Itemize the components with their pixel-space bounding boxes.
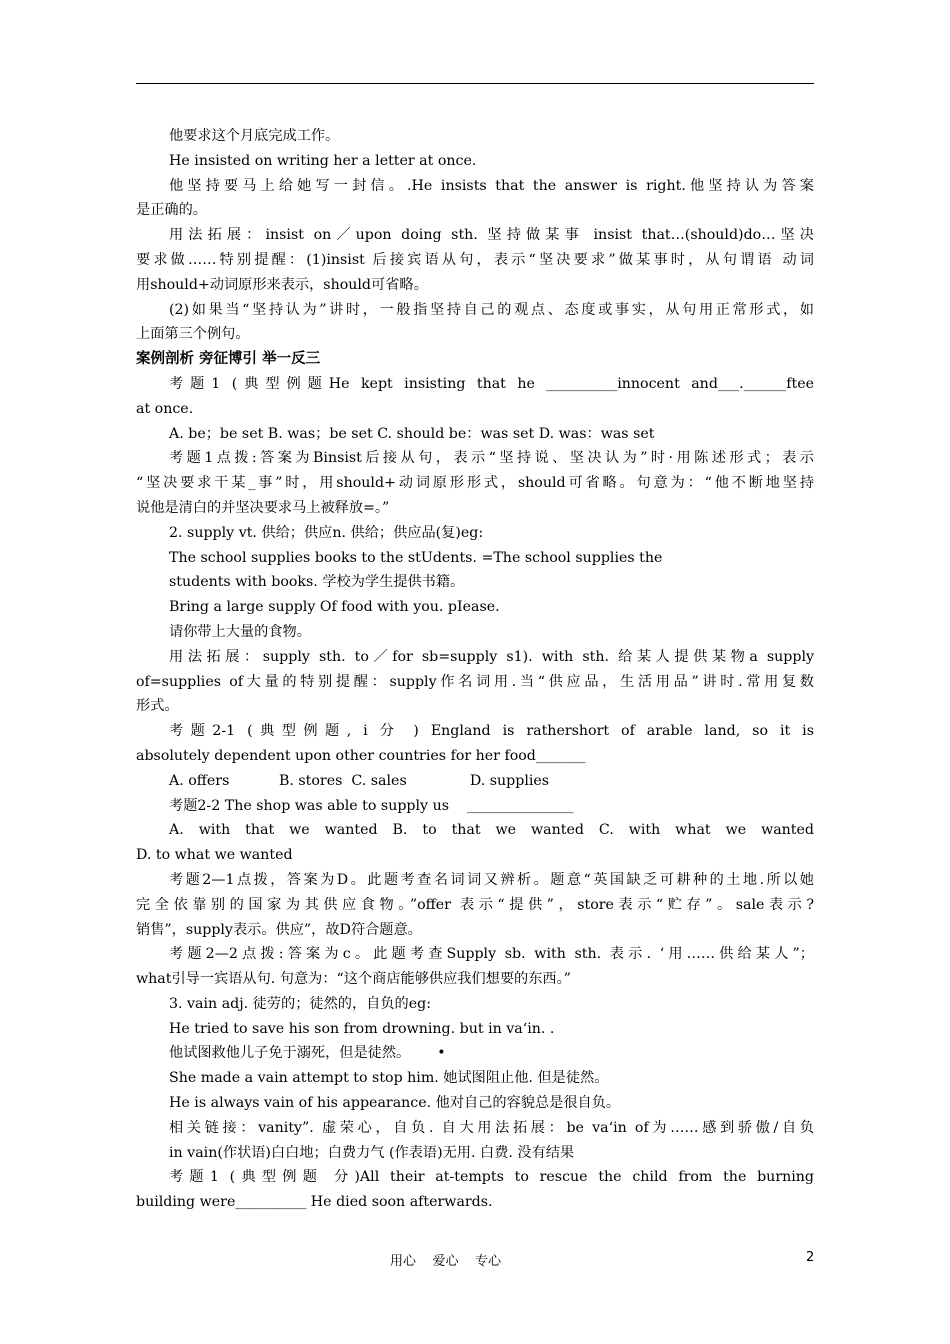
text-line: 3. vain adj. 徒劳的；徒然的，自负的eg:	[169, 995, 431, 1012]
text-line: 说他是清白的并坚决要求马上被释放=。”	[136, 499, 390, 516]
header-rule	[136, 83, 814, 84]
text-line: The school supplies books to the stUdents. =The school supplies the	[169, 549, 663, 566]
text-line: D. to what we wanted	[136, 847, 293, 864]
text-line: 形式。	[136, 698, 179, 715]
text-line: 销售”，supply表示。供应”，故D符合题意。	[136, 921, 422, 938]
text-line: 考题1点拨:答案为Binsist后接从句，表示“坚持说、坚决认为”时·用陈述形式；表示	[169, 450, 814, 467]
text-line: 考题2—1点拨，答案为D。此题考查名词词又辨析。题意“英国缺乏可耕种的土地.所以她	[169, 871, 814, 888]
text-line: absolutely dependent upon other countries for her food_______	[136, 747, 586, 764]
text-line: 考题2—2点拨:答案为c。此题考查Supply sb. with sth. 表示. ‘用……供给某人”；	[169, 946, 814, 963]
text-line: 请你带上大量的食物。	[169, 623, 311, 640]
text-line: 用should+动词原形来表示，should可省略。	[136, 276, 428, 293]
text-line: 用法拓展：insist on／upon doing sth. 坚持做某事 insist that…(should)do…坚决	[169, 227, 814, 244]
text-line: what引导一宾语从句. 句意为：“这个商店能够供应我们想要的东西。”	[136, 971, 571, 988]
text-line: “坚决要求干某_事”时，用should+动词原形形式，should可省略。句意为：“他不断地坚持	[136, 475, 814, 492]
text-line: He tried to save his son from drowning. but in va‘in. .	[169, 1020, 555, 1037]
text-line: (2)如果当“坚持认为”讲时，一般指坚持自己的观点、态度或事实，从句用正常形式，如	[169, 301, 814, 318]
text-line: 他坚持要马上给她写一封信。.He insists that the answer is right.他坚持认为答案	[169, 177, 814, 194]
text-line: 考题2-2 The shop was able to supply us _______________	[169, 797, 574, 814]
text-line: A. with that we wanted B. to that we wanted C. with what we wanted	[169, 822, 814, 839]
text-line: 2. supply vt. 供给；供应n. 供给；供应品(复)eg:	[169, 524, 484, 541]
text-line: 他试图救他儿子免于溺死，但是徒然。 •	[169, 1045, 446, 1062]
section-heading: 案例剖析 旁征博引 举一反三	[136, 351, 321, 368]
text-line: 考题1 (典型例题 分)All their at-tempts to rescue the child from the burning	[169, 1169, 814, 1186]
text-line: of=supplies of大量的特别提醒：supply作名词用.当“供应品，生活用品”讲时.常用复数	[136, 673, 814, 690]
text-line: 上面第三个例句。	[136, 326, 250, 343]
text-line: She made a vain attempt to stop him. 她试图阻止他. 但是徒然。	[169, 1070, 609, 1087]
document-body	[136, 124, 814, 1215]
text-line: 相关链接：vanity”. 虚荣心，自负. 自大用法拓展：be va‘in of为……感到骄傲/自负	[169, 1119, 814, 1136]
text-line: 考题1 (典型例题He kept insisting that he __________innocent and___.______ftee	[169, 375, 814, 392]
text-line: at once.	[136, 400, 194, 417]
text-line: students with books. 学校为学生提供书籍。	[169, 574, 465, 591]
text-line: building were__________ He died soon afterwards.	[136, 1194, 493, 1211]
text-line: 他要求这个月底完成工作。	[169, 128, 340, 144]
text-line: 完全依靠别的国家为其供应食物。”offer 表示“提供”，store表示“贮存”。sale表示?	[136, 896, 814, 913]
text-line: A. offers B. stores C. sales D. supplies	[169, 772, 550, 789]
footer-motto: 用心 爱心 专心	[390, 1254, 502, 1269]
text-line: 要求做……特别提醒：(1)insist 后接宾语从句，表示“坚决要求”做某事时，从句谓语 动词	[136, 251, 814, 268]
text-line: He is always vain of his appearance. 他对自己的容貌总是很自负。	[169, 1095, 621, 1112]
text-line: 是正确的。	[136, 202, 207, 219]
text-line: in vain(作状语)白白地；白费力气 (作表语)无用. 白费. 没有结果	[169, 1144, 575, 1161]
text-line: 用法拓展：supply sth. to／for sb=supply s1). with sth. 给某人提供某物a supply	[169, 648, 814, 665]
text-line: He insisted on writing her a letter at once.	[169, 152, 477, 169]
page-number: 2	[806, 1250, 815, 1265]
text-line: Bring a large supply Of food with you. pIease.	[169, 599, 500, 616]
text-line: 考题2-1 (典型例题, i 分 ) England is rathershort of arable land, so it is	[169, 723, 814, 740]
text-line: A. be；be set B. was；be set C. should be：was set D. was：was set	[169, 425, 655, 442]
